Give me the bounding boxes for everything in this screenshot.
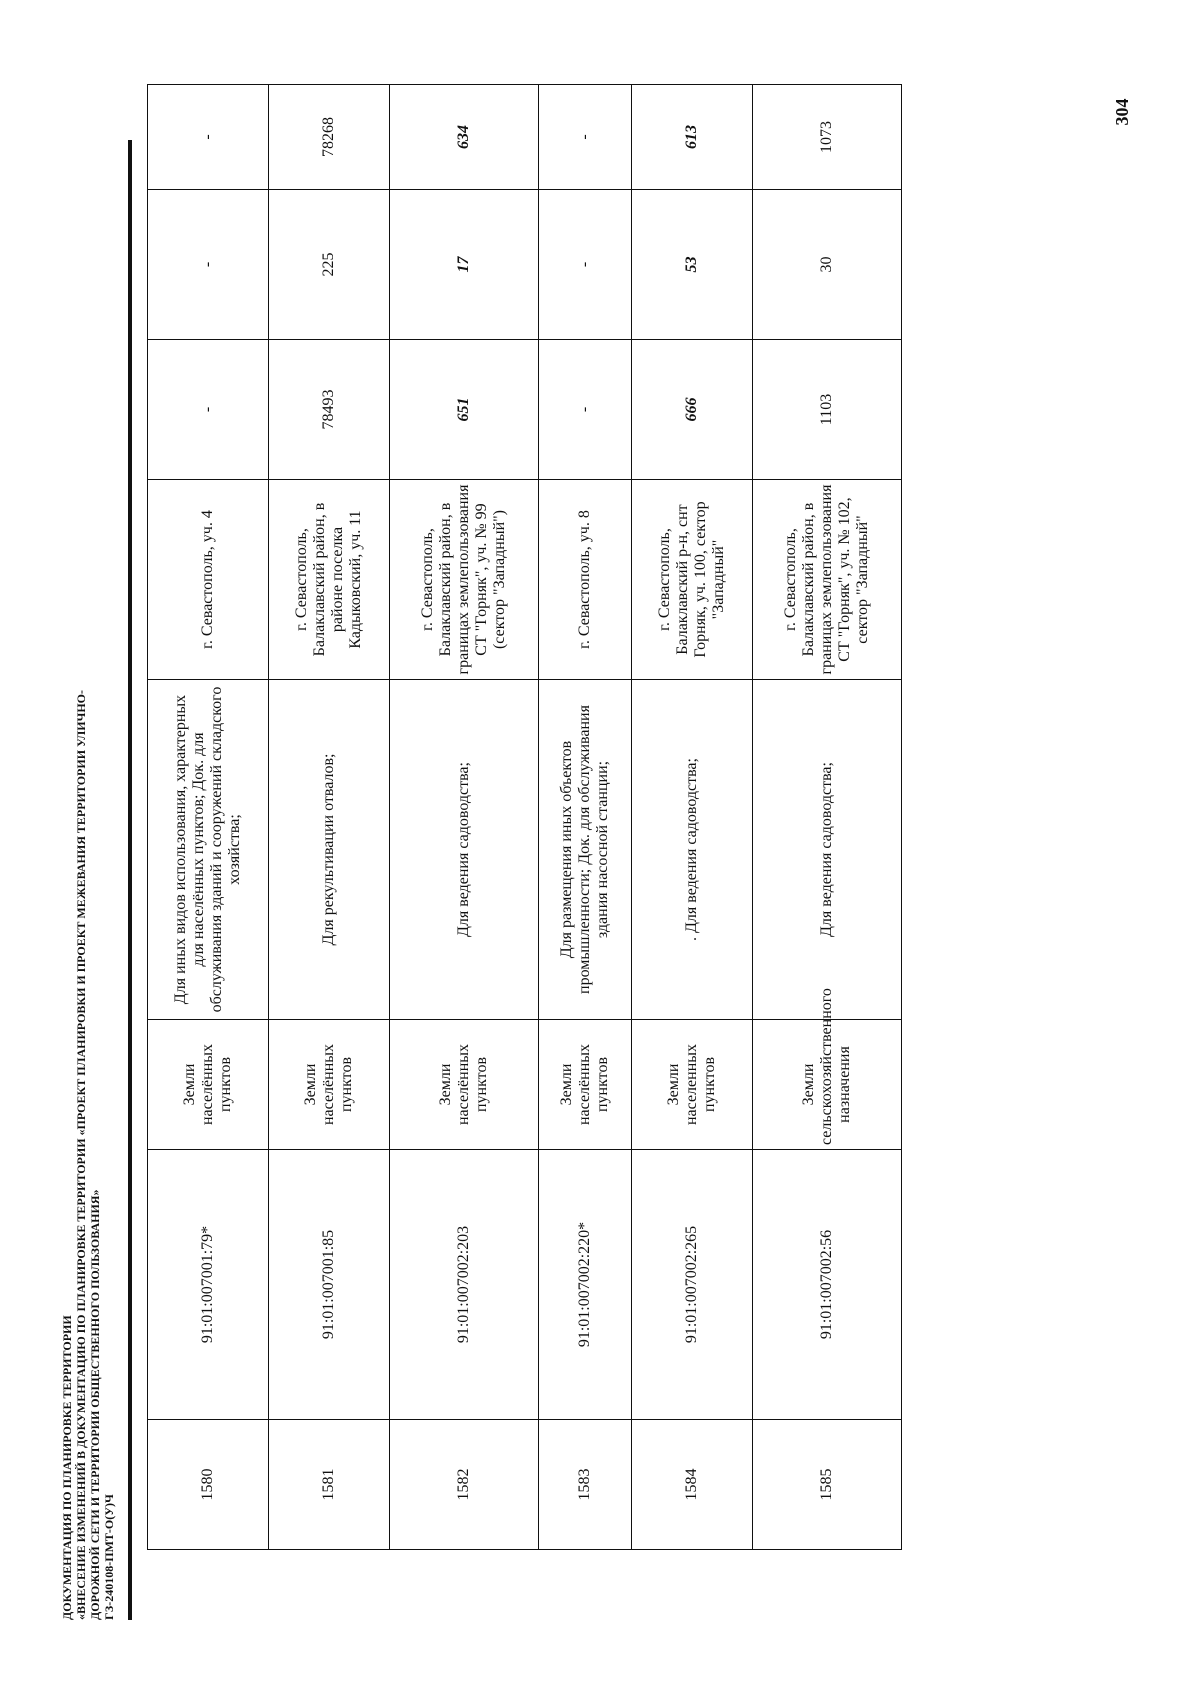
- table-row: [148, 85, 269, 1550]
- table-row: [389, 85, 538, 1550]
- value-cell: -: [539, 85, 632, 190]
- address: г. Севастополь, уч. 4: [148, 480, 269, 680]
- address: г. Севастополь, Балаклавский район, в границах землепользования СТ "Горняк", уч. № 99 (сектор "Западный"): [389, 480, 538, 680]
- value-cell: -: [148, 340, 269, 480]
- cadastral-number: 91:01:007002:56: [752, 1150, 901, 1420]
- row-number: 1583: [539, 1420, 632, 1550]
- value-cell: 1073: [752, 85, 901, 190]
- value-cell: 613: [631, 85, 752, 190]
- land-category: Земли населённых пунктов: [148, 1020, 269, 1150]
- value-cell: 53: [631, 190, 752, 340]
- header-line-1: ДОКУМЕНТАЦИЯ ПО ПЛАНИРОВКЕ ТЕРРИТОРИИ: [60, 1315, 74, 1620]
- cadastral-number: 91:01:007002:265: [631, 1150, 752, 1420]
- parcel-table: [147, 84, 902, 1550]
- row-number: 1581: [268, 1420, 389, 1550]
- land-category: Земли населённых пунктов: [268, 1020, 389, 1150]
- permitted-use: Для ведения садоводства;: [752, 680, 901, 1020]
- value-cell: -: [539, 340, 632, 480]
- value-cell: 666: [631, 340, 752, 480]
- address: г. Севастополь, Балаклавский район, в районе поселка Кадыковский, уч. 11: [268, 480, 389, 680]
- value-cell: 634: [389, 85, 538, 190]
- address: г. Севастополь, уч. 8: [539, 480, 632, 680]
- table-row: [268, 85, 389, 1550]
- land-category: Земли населенных пунктов: [631, 1020, 752, 1150]
- value-cell: 78493: [268, 340, 389, 480]
- table-row: [631, 85, 752, 1550]
- value-cell: -: [539, 190, 632, 340]
- value-cell: -: [148, 190, 269, 340]
- permitted-use: Для ведения садоводства;: [389, 680, 538, 1020]
- document-header: [60, 85, 116, 1620]
- header-line-2: «ВНЕСЕНИЕ ИЗМЕНЕНИЙ В ДОКУМЕНТАЦИЮ ПО ПЛАНИРОВКЕ ТЕРРИТОРИИ «ПРОЕКТ ПЛАНИРОВКИ И ПРОЕКТ МЕЖЕВАНИЯ ТЕРРИТОРИИ УЛИЧНО-: [74, 689, 88, 1620]
- permitted-use: Для рекультивации отвалов;: [268, 680, 389, 1020]
- value-cell: 17: [389, 190, 538, 340]
- cadastral-number: 91:01:007002:203: [389, 1150, 538, 1420]
- rotated-page-content: [0, 85, 1100, 1620]
- value-cell: 30: [752, 190, 901, 340]
- header-line-3: ДОРОЖНОЙ СЕТИ И ТЕРРИТОРИИ ОБЩЕСТВЕННОГО ПОЛЬЗОВАНИЯ»: [88, 1189, 102, 1620]
- land-category: Земли населённых пунктов: [389, 1020, 538, 1150]
- row-number: 1584: [631, 1420, 752, 1550]
- value-cell: -: [148, 85, 269, 190]
- address: г. Севастополь, Балаклавский р-н, снт Горняк, уч. 100, сектор "Западный": [631, 480, 752, 680]
- header-rule: [128, 140, 132, 1620]
- value-cell: 78268: [268, 85, 389, 190]
- land-category: Земли населённых пунктов: [539, 1020, 632, 1150]
- row-number: 1580: [148, 1420, 269, 1550]
- row-number: 1582: [389, 1420, 538, 1550]
- table-row: [539, 85, 632, 1550]
- row-number: 1585: [752, 1420, 901, 1550]
- address: г. Севастополь, Балаклавский район, в границах землепользования СТ "Горняк", уч. № 102, сектор "Западный": [752, 480, 901, 680]
- header-line-4: ГЗ-240108-ПМТ-О(У)Ч: [102, 1494, 116, 1620]
- permitted-use: Для размещения иных объектов промышленности; Док. для обслуживания здания насосной станции;: [539, 680, 632, 1020]
- permitted-use: . Для ведения садоводства;: [631, 680, 752, 1020]
- cadastral-number: 91:01:007001:85: [268, 1150, 389, 1420]
- land-category: Земли сельскохозяйственного назначения: [752, 1020, 901, 1150]
- page-number: 304: [1112, 98, 1132, 126]
- table-row: [752, 85, 901, 1550]
- permitted-use: Для иных видов использования, характерных для населённых пунктов; Док. для обслуживания зданий и сооружений складского хозяйства;: [148, 680, 269, 1020]
- cadastral-number: 91:01:007002:220*: [539, 1150, 632, 1420]
- cadastral-number: 91:01:007001:79*: [148, 1150, 269, 1420]
- value-cell: 651: [389, 340, 538, 480]
- value-cell: 225: [268, 190, 389, 340]
- value-cell: 1103: [752, 340, 901, 480]
